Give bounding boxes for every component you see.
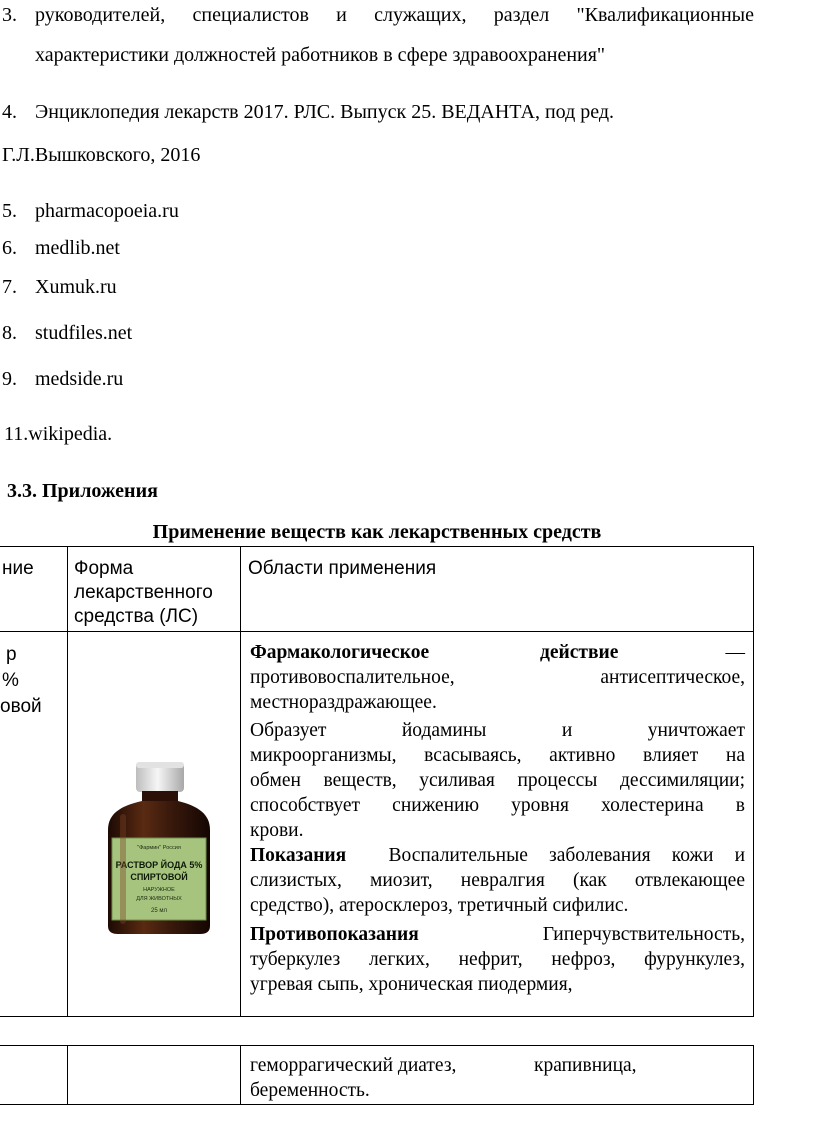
bottle-label-line: ДЛЯ ЖИВОТНЫХ (136, 896, 182, 902)
reference-link-text: wikipedia. (28, 423, 113, 445)
indications-line (250, 843, 745, 868)
action-description-line: Образует йодамины и уничтожает (250, 720, 745, 741)
reference-number: 5. (2, 200, 17, 222)
action-description-line: обмен веществ, усиливая процессы дессимиляции; (250, 770, 745, 791)
cont-text (250, 1053, 745, 1103)
reference-link-text: medside.ru (35, 368, 124, 390)
cont-text-line: крапивница, (534, 1055, 637, 1076)
reference-number: 4. (2, 101, 17, 123)
header-col1-fragment: ние (2, 558, 34, 579)
header-applications: Области применения (248, 558, 437, 579)
section-title: 3.3. Приложения (7, 480, 158, 502)
header-form-line: средства (ЛС) (74, 606, 199, 627)
cont-table-top-border (0, 1045, 754, 1046)
reference-link-text: studfiles.net (35, 322, 133, 344)
pharm-action-label2: действие (540, 642, 619, 663)
action-description-line: микроорганизмы, всасываясь, активно влияет на (250, 745, 745, 766)
header-form (74, 557, 213, 629)
indications-line: средство), атеросклероз, третичный сифилис. (250, 895, 629, 916)
reference-11 (4, 422, 112, 446)
bottle-label-line: СПИРТОВОЙ (130, 872, 188, 882)
reference-link-text: medlib.net (35, 237, 120, 259)
reference-text-line2: Г.Л.Вышковского, 2016 (2, 144, 201, 166)
row1-col1-line: овой (0, 696, 42, 717)
reference-text-line1: руководителей, специалистов и служащих, раздел "Квалификационные (35, 4, 754, 26)
table-bottom-border (0, 1016, 754, 1017)
table-col-divider-1 (67, 546, 68, 1016)
pharm-action-dash: — (725, 642, 745, 663)
contraindications-line: туберкулез легких, нефрит, нефроз, фурункулез, (250, 949, 745, 970)
cont-col-divider-1 (67, 1045, 68, 1105)
reference-number: 11. (4, 423, 29, 445)
table-header-divider (0, 631, 754, 632)
pharm-action-text: местнораздражающее. (250, 692, 437, 713)
row1-col1-fragment (0, 642, 42, 720)
pharm-action-text: антисептическое, (600, 667, 745, 688)
indications-line: слизистых, миозит, невралгия (как отвлекающее (250, 870, 745, 891)
reference-number: 9. (2, 368, 17, 390)
action-description-line: крови. (250, 820, 304, 841)
reference-4-cont (2, 143, 200, 167)
row1-col1-line: р (6, 644, 17, 665)
cont-right-border (753, 1045, 754, 1105)
contraindications-label: Противопоказания (250, 924, 419, 945)
reference-link-text: Xumuk.ru (35, 276, 117, 298)
bottle-label-line: РАСТВОР ЙОДА 5% (115, 860, 203, 870)
bottle-label-line: "Фармин" Россия (137, 845, 181, 851)
bottle-label-line: 25 мл (151, 908, 167, 914)
iodine-bottle-image (100, 758, 218, 936)
table-right-border (753, 546, 754, 1016)
header-form-line: лекарственного (74, 582, 213, 603)
pharm-action-label: Фармакологическое (250, 642, 430, 663)
pharm-action-block (250, 640, 745, 997)
reference-number: 8. (2, 322, 17, 344)
reference-number: 7. (2, 276, 17, 298)
reference-text-line1: Энциклопедия лекарств 2017. РЛС. Выпуск 25. ВЕДАНТА, под ред. (35, 101, 615, 123)
cont-table-bottom-border (0, 1104, 754, 1105)
table-col-divider-2 (240, 546, 241, 1016)
table-top-border (0, 546, 754, 547)
pharm-action-text: противовоспалительное, (250, 667, 455, 688)
cont-text-line: геморрагический диатез, (250, 1055, 457, 1076)
bottle-label-line: НАРУЖНОЕ (143, 887, 175, 893)
row1-col1-line: % (2, 670, 19, 691)
indications-text: Воспалительные заболевания кожи и (388, 845, 746, 866)
reference-3-cont (35, 43, 605, 67)
cont-text-line: беременность. (250, 1080, 370, 1101)
indications-label: Показания (250, 845, 347, 866)
reference-text-line2: характеристики должностей работников в сфере здравоохранения" (35, 44, 606, 66)
reference-link-text: pharmacopoeia.ru (35, 200, 179, 222)
header-form-line: Форма (74, 558, 134, 579)
reference-number: 6. (2, 237, 17, 259)
contraindications-text: Гиперчувствительность, (542, 924, 745, 945)
action-description-line: способствует снижению уровня холестерина в (250, 795, 745, 816)
table-title: Применение веществ как лекарственных средств (152, 521, 602, 543)
contraindications-line: угревая сыпь, хроническая пиодермия, (250, 974, 573, 995)
cont-col-divider-2 (240, 1045, 241, 1105)
reference-number: 3. (2, 4, 17, 26)
